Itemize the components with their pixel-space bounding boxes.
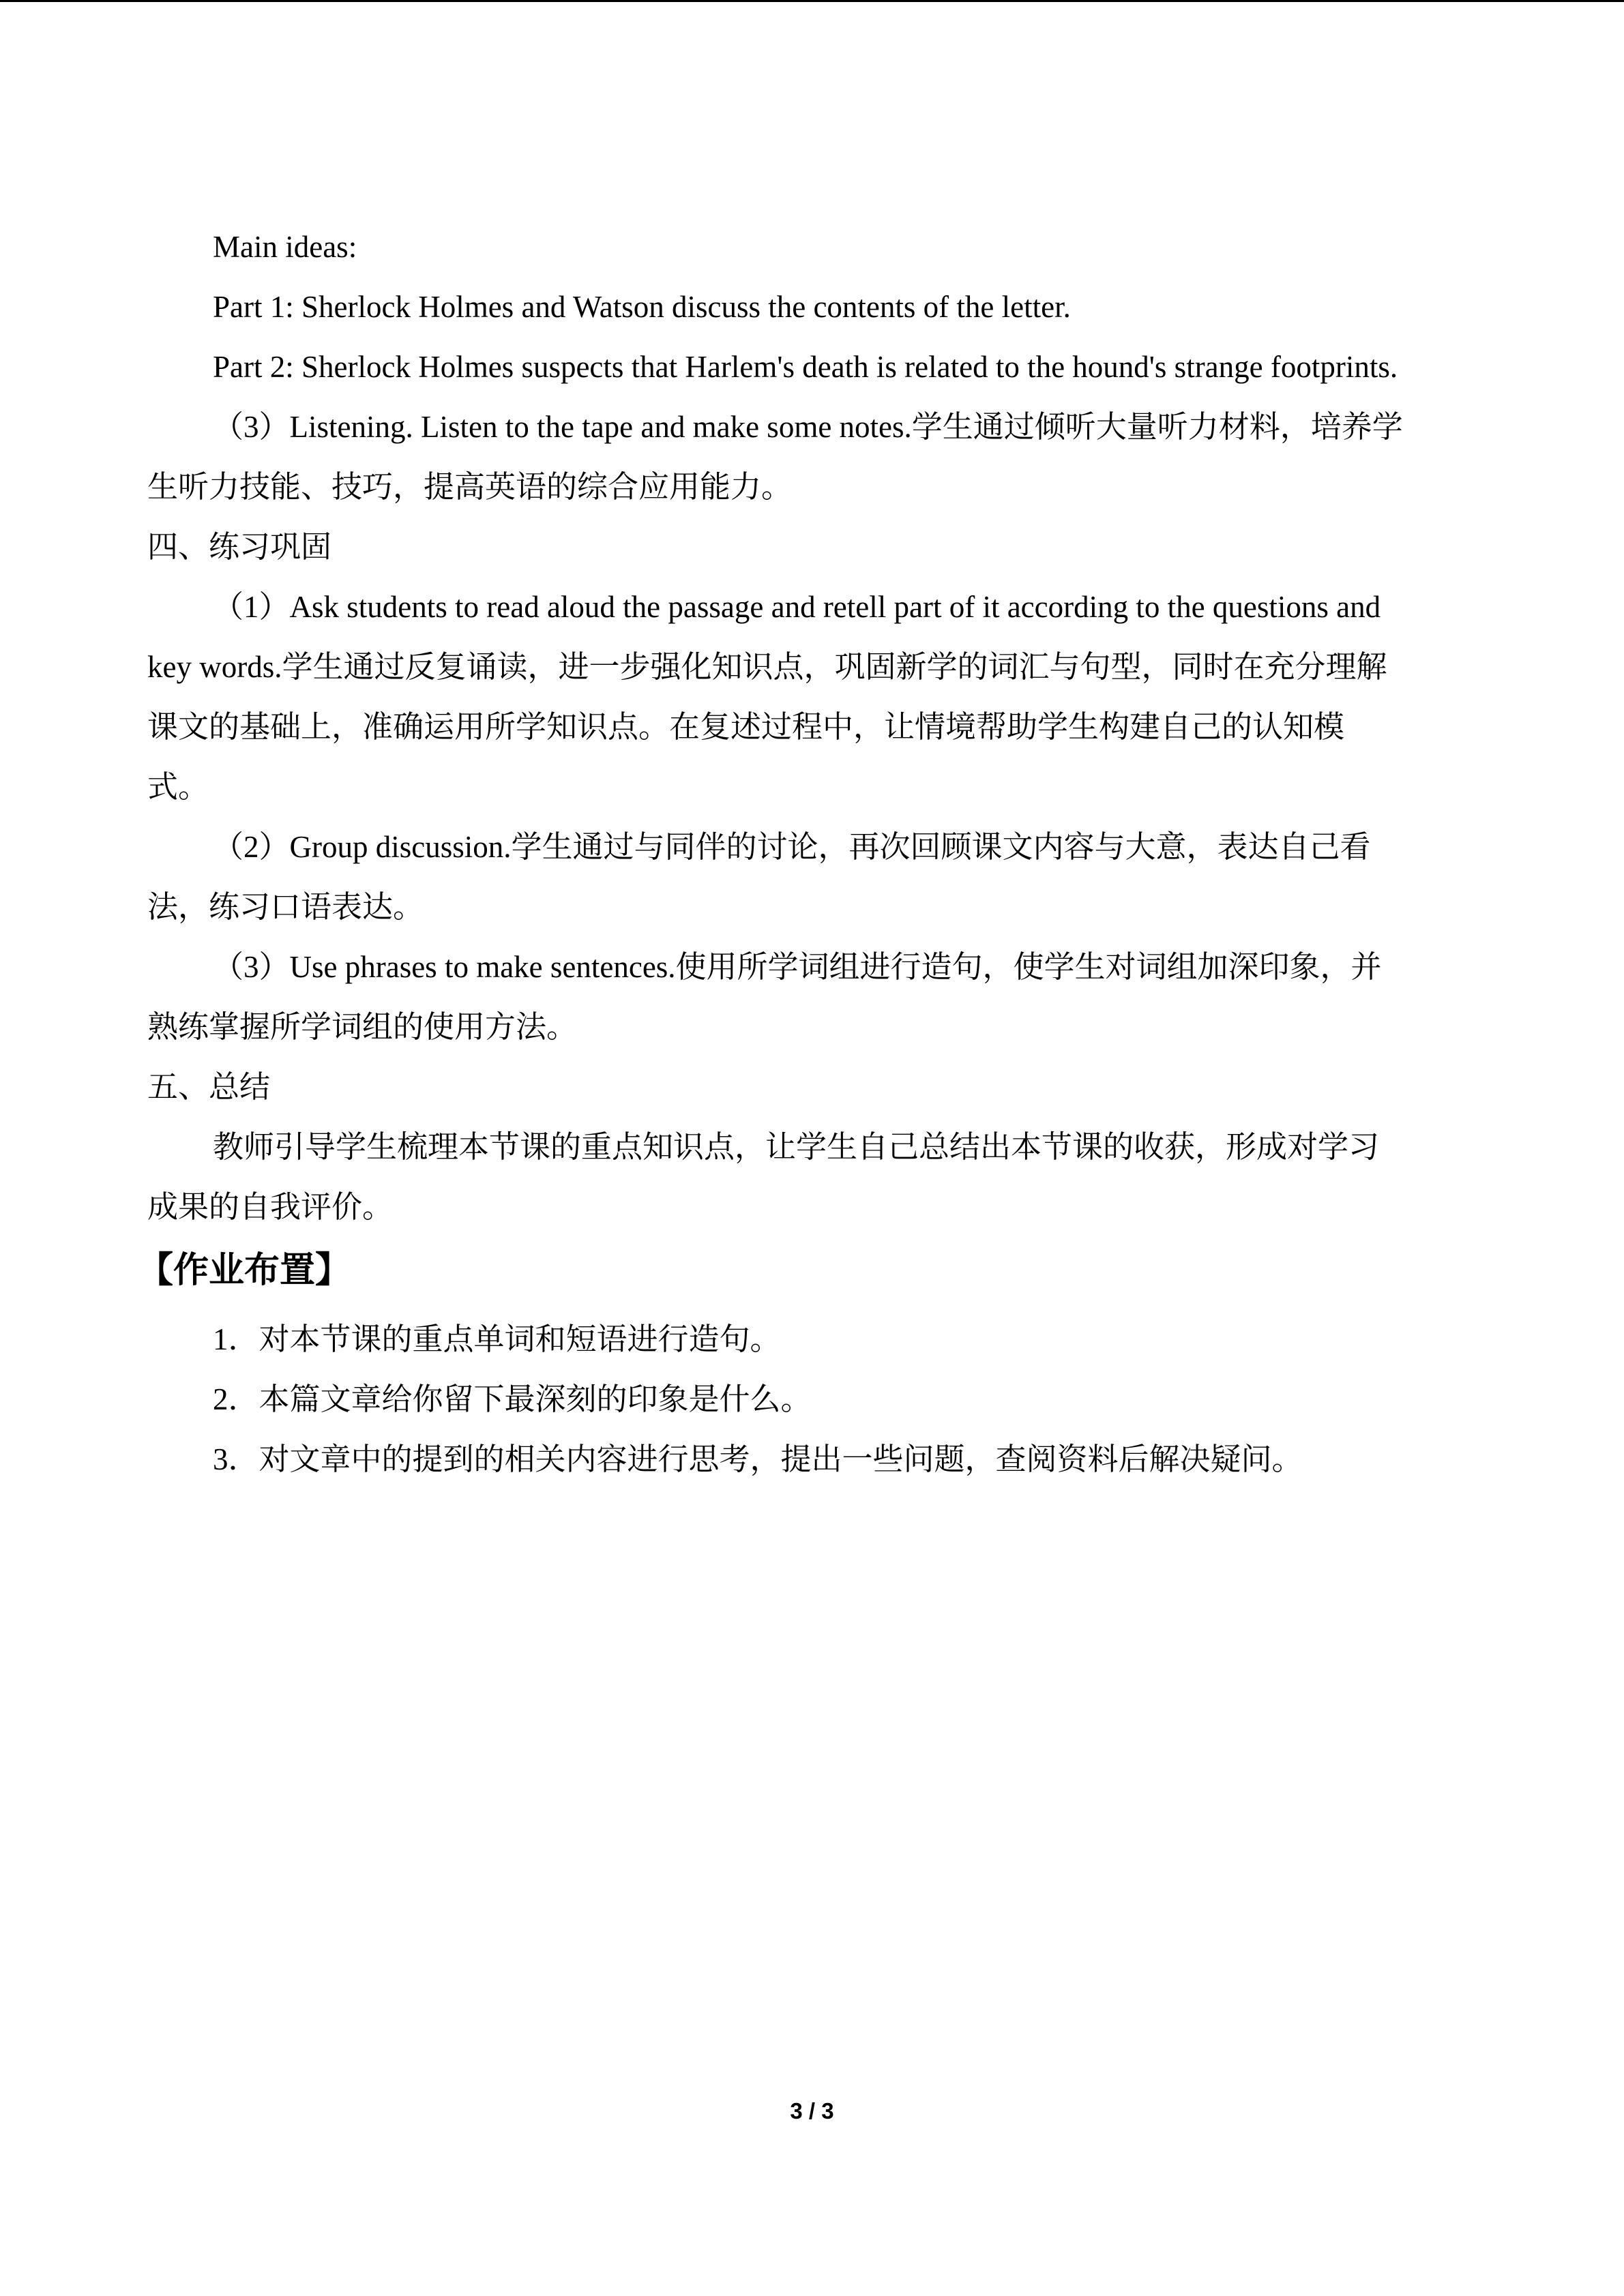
homework-item: 3．对文章中的提到的相关内容进行思考，提出一些问题，查阅资料后解决疑问。 [213, 1442, 1303, 1476]
document-body [138, 217, 1478, 1489]
section5-line1: 教师引导学生梳理本节课的重点知识点，让学生自己总结出本节课的收获，形成对学习 [213, 1130, 1380, 1164]
section4-item1-line3: 课文的基础上，准确运用所学知识点。在复述过程中，让情境帮助学生构建自己的认知模 [147, 710, 1345, 744]
section4-item3-line2: 熟练掌握所学词组的使用方法。 [147, 1010, 578, 1044]
listening-line1: （3）Listening. Listen to the tape and make some notes.学生通过倾听大量听力材料，培养学 [213, 410, 1403, 444]
section4-item3-line1: （3）Use phrases to make sentences.使用所学词组进行造句，使学生对词组加深印象，并 [213, 950, 1382, 984]
homework-heading: 【作业布置】 [138, 1250, 351, 1291]
section4-heading: 四、练习巩固 [147, 530, 332, 564]
section4-item1-line4: 式。 [147, 770, 209, 804]
section4-item1-line2: key words.学生通过反复诵读，进一步强化知识点，巩固新学的词汇与句型，同时在充分理解 [147, 650, 1387, 684]
page-number: 3 / 3 [790, 2098, 834, 2123]
listening-line2: 生听力技能、技巧，提高英语的综合应用能力。 [147, 470, 793, 504]
section4-item2-line1: （2）Group discussion.学生通过与同伴的讨论，再次回顾课文内容与大意，表达自己看 [213, 830, 1371, 864]
main-ideas-part1: Part 1: Sherlock Holmes and Watson discuss the contents of the letter. [213, 290, 1071, 324]
homework-item: 2．本篇文章给你留下最深刻的印象是什么。 [213, 1382, 812, 1416]
top-border-line [0, 0, 1624, 2]
section4-item1-line1: （1）Ask students to read aloud the passage and retell part of it according to the questions and [213, 590, 1381, 624]
section5-heading: 五、总结 [147, 1070, 271, 1104]
main-ideas-part2: Part 2: Sherlock Holmes suspects that Harlem's death is related to the hound's strange footprints. [213, 350, 1398, 384]
homework-item: 1．对本节课的重点单词和短语进行造句。 [213, 1322, 781, 1356]
section5-line2: 成果的自我评价。 [147, 1190, 394, 1224]
section4-item2-line2: 法，练习口语表达。 [147, 890, 424, 924]
main-ideas-label: Main ideas: [213, 230, 357, 264]
